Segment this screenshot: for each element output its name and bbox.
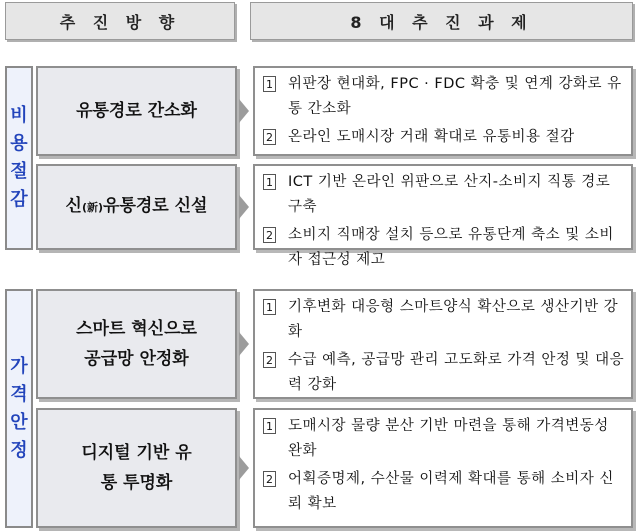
direction-label: 디지털 기반 유통 투명화 (81, 443, 192, 493)
direction-label: 유통경로 간소화 (76, 101, 197, 121)
task-number: 2 (263, 471, 276, 487)
direction-box (36, 66, 237, 156)
task-number: 2 (263, 227, 276, 243)
task-text: ICT 기반 온라인 위판으로 산지-소비지 직통 경로 구축 (288, 174, 611, 215)
task-text: 소비지 직매장 설치 등으로 유통단계 축소 및 소비자 접근성 제고 (288, 227, 614, 268)
task-item (263, 223, 625, 273)
category-label: 가격안정 (10, 355, 28, 461)
direction-box (36, 408, 237, 528)
arrow-icon (239, 99, 249, 123)
task-number: 1 (263, 299, 276, 315)
task-text: 도매시장 물량 분산 기반 마련을 통해 가격변동성 완화 (288, 418, 609, 459)
category-cost-reduction (5, 66, 33, 250)
task-item (263, 348, 625, 398)
direction-label-suffix: 유통경로 신설 (103, 196, 208, 216)
task-box (253, 164, 633, 268)
task-box (253, 289, 633, 399)
task-text: 어획증명제, 수산물 이력제 확대를 통해 소비자 신뢰 확보 (288, 471, 614, 512)
task-item (263, 414, 625, 464)
task-number: 2 (263, 129, 276, 145)
task-item (263, 72, 625, 122)
direction-box (36, 289, 237, 399)
category-price-stability (5, 289, 33, 528)
category-label: 비용절감 (10, 105, 28, 210)
direction-label: 스마트 혁신으로 공급망 안정화 (76, 319, 197, 369)
task-text: 수급 예측, 공급망 관리 고도화로 가격 안정 및 대응력 강화 (288, 352, 625, 393)
header-tasks: 8 대 추 진 과 제 (250, 2, 633, 40)
direction-label-hanja: (新) (81, 201, 104, 214)
arrow-icon (239, 456, 249, 480)
task-number: 2 (263, 352, 276, 368)
header-directions: 추 진 방 향 (5, 2, 235, 40)
direction-box (36, 164, 237, 250)
task-text: 기후변화 대응형 스마트양식 확산으로 생산기반 강화 (288, 299, 619, 340)
task-number: 1 (263, 174, 276, 190)
task-box (253, 408, 633, 528)
task-item (263, 170, 625, 220)
task-number: 1 (263, 76, 276, 92)
task-box (253, 66, 633, 156)
task-item (263, 125, 625, 150)
task-text: 위판장 현대화, FPC · FDC 확충 및 연계 강화로 유통 간소화 (288, 76, 622, 117)
direction-label (66, 191, 208, 223)
arrow-icon (239, 332, 249, 356)
direction-label-prefix: 신 (65, 196, 82, 216)
task-number: 1 (263, 418, 276, 434)
task-item (263, 467, 625, 517)
arrow-icon (239, 195, 249, 219)
task-text: 온라인 도매시장 거래 확대로 유통비용 절감 (288, 129, 575, 145)
task-item (263, 295, 625, 345)
